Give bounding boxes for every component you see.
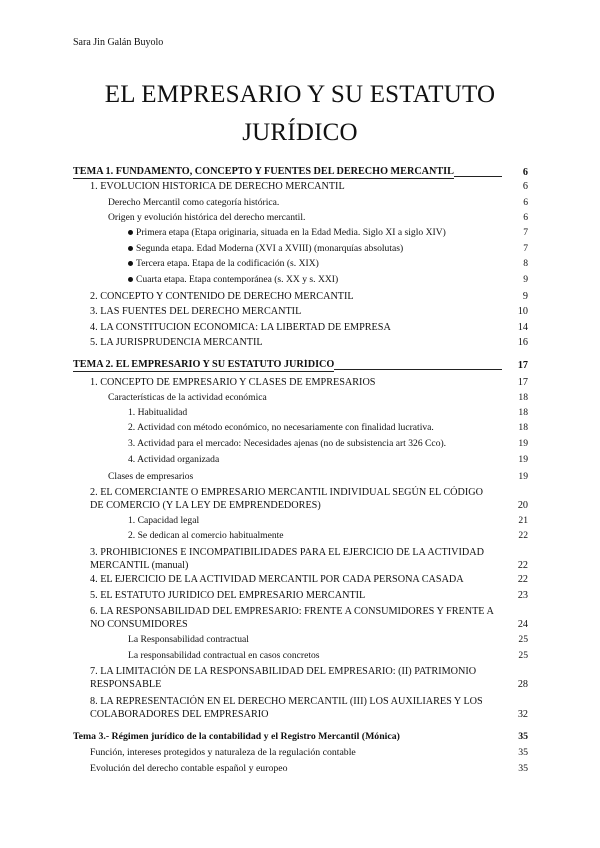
toc-entry[interactable]: TEMA 2. EL EMPRESARIO Y SU ESTATUTO JURÍDICO 17 xyxy=(73,359,528,371)
bullet-icon xyxy=(128,277,133,282)
toc-entry[interactable]: 8. LA REPRESENTACIÓN EN EL DERECHO MERCANTIL (III) LOS AUXILIARES Y LOS COLABORADORES DEL EMPRESARIO 32 xyxy=(90,696,528,720)
toc-entry[interactable]: 3. LAS FUENTES DEL DERECHO MERCANTIL 10 xyxy=(90,306,528,317)
toc-entry[interactable]: 5. EL ESTATUTO JURÍDICO DEL EMPRESARIO MERCANTIL 23 xyxy=(90,590,528,601)
toc-entry[interactable]: 2. Actividad con método económico, no necesariamente con finalidad lucrativa. 18 xyxy=(128,422,528,433)
toc-entry[interactable]: Origen y evolución histórica del derecho mercantil. 6 xyxy=(108,212,528,223)
toc-entry[interactable]: Evolución del derecho contable español y europeo 35 xyxy=(90,763,528,774)
toc-entry[interactable]: 2. EL COMERCIANTE O EMPRESARIO MERCANTIL INDIVIDUAL SEGÚN EL CÓDIGO DE COMERCIO (Y LA LEY DE EMPRENDEDORES) 20 xyxy=(90,487,528,511)
toc-entry[interactable]: 5. LA JURISPRUDENCIA MERCANTIL 16 xyxy=(90,337,528,348)
toc-entry[interactable]: 7. LA LIMITACIÓN DE LA RESPONSABILIDAD DEL EMPRESARIO: (II) PATRIMONIO RESPONSABLE 28 xyxy=(90,666,528,690)
toc-entry[interactable]: La responsabilidad contractual en casos concretos 25 xyxy=(128,650,528,661)
toc-entry[interactable]: 1. CONCEPTO DE EMPRESARIO Y CLASES DE EMPRESARIOS 17 xyxy=(90,377,528,388)
toc-entry[interactable]: 4. LA CONSTITUCIÓN ECONÓMICA: LA LIBERTAD DE EMPRESA 14 xyxy=(90,322,528,333)
toc-entry[interactable]: 2. Se dedican al comercio habitualmente 22 xyxy=(128,530,528,541)
toc-entry[interactable]: 3. Actividad para el mercado: Necesidades ajenas (no de subsistencia art 326 Cco). 19 xyxy=(128,438,528,449)
toc-entry[interactable]: Primera etapa (Etapa originaria, situada en la Edad Media. Siglo XI a siglo XIV) 7 xyxy=(128,227,528,239)
toc-entry[interactable]: 4. Actividad organizada 19 xyxy=(128,454,528,465)
toc-entry[interactable]: 4. EL EJERCICIO DE LA ACTIVIDAD MERCANTIL POR CADA PERSONA CASADA 22 xyxy=(90,574,528,585)
toc-entry[interactable]: La Responsabilidad contractual 25 xyxy=(128,634,528,645)
document-title: EL EMPRESARIO Y SU ESTATUTO JURÍDICO xyxy=(104,81,496,146)
bullet-icon xyxy=(128,261,133,266)
toc-entry[interactable]: Tema 3.- Régimen jurídico de la contabilidad y el Registro Mercantil (Mónica) 35 xyxy=(73,731,528,742)
toc-entry[interactable]: 2. CONCEPTO Y CONTENIDO DE DERECHO MERCANTIL 9 xyxy=(90,291,528,302)
toc-entry[interactable]: 1. EVOLUCIÓN HISTÓRICA DE DERECHO MERCANTIL 6 xyxy=(90,181,528,192)
bullet-icon xyxy=(128,246,133,251)
toc-entry[interactable]: Clases de empresarios 19 xyxy=(108,471,528,482)
toc-entry[interactable]: Función, intereses protegidos y naturaleza de la regulación contable 35 xyxy=(90,747,528,758)
toc-entry[interactable]: 1. Habitualidad 18 xyxy=(128,407,528,418)
bullet-icon xyxy=(128,230,133,235)
toc-entry[interactable]: TEMA 1. FUNDAMENTO, CONCEPTO Y FUENTES DEL DERECHO MERCANTIL 6 xyxy=(73,166,528,178)
toc-entry[interactable]: Cuarta etapa. Etapa contemporánea (s. XX y s. XXI) 9 xyxy=(128,274,528,286)
toc-entry[interactable]: 1. Capacidad legal 21 xyxy=(128,515,528,526)
toc-entry[interactable]: Derecho Mercantil como categoría histórica. 6 xyxy=(108,197,528,208)
toc-entry[interactable]: Segunda etapa. Edad Moderna (XVI a XVIII) (monarquías absolutas) 7 xyxy=(128,243,528,255)
toc-entry[interactable]: 6. LA RESPONSABILIDAD DEL EMPRESARIO: FRENTE A CONSUMIDORES Y FRENTE A NO CONSUMIDORES 24 xyxy=(90,606,528,630)
toc-entry[interactable]: Características de la actividad económica 18 xyxy=(108,392,528,403)
toc-entry[interactable]: Tercera etapa. Etapa de la codificación (s. XIX) 8 xyxy=(128,258,528,270)
toc-entry[interactable]: 3. PROHIBICIONES E INCOMPATIBILIDADES PARA EL EJERCICIO DE LA ACTIVIDAD MERCANTIL (manual) 22 xyxy=(90,547,528,571)
author-header: Sara Jin Galán Buyolo xyxy=(73,37,164,48)
